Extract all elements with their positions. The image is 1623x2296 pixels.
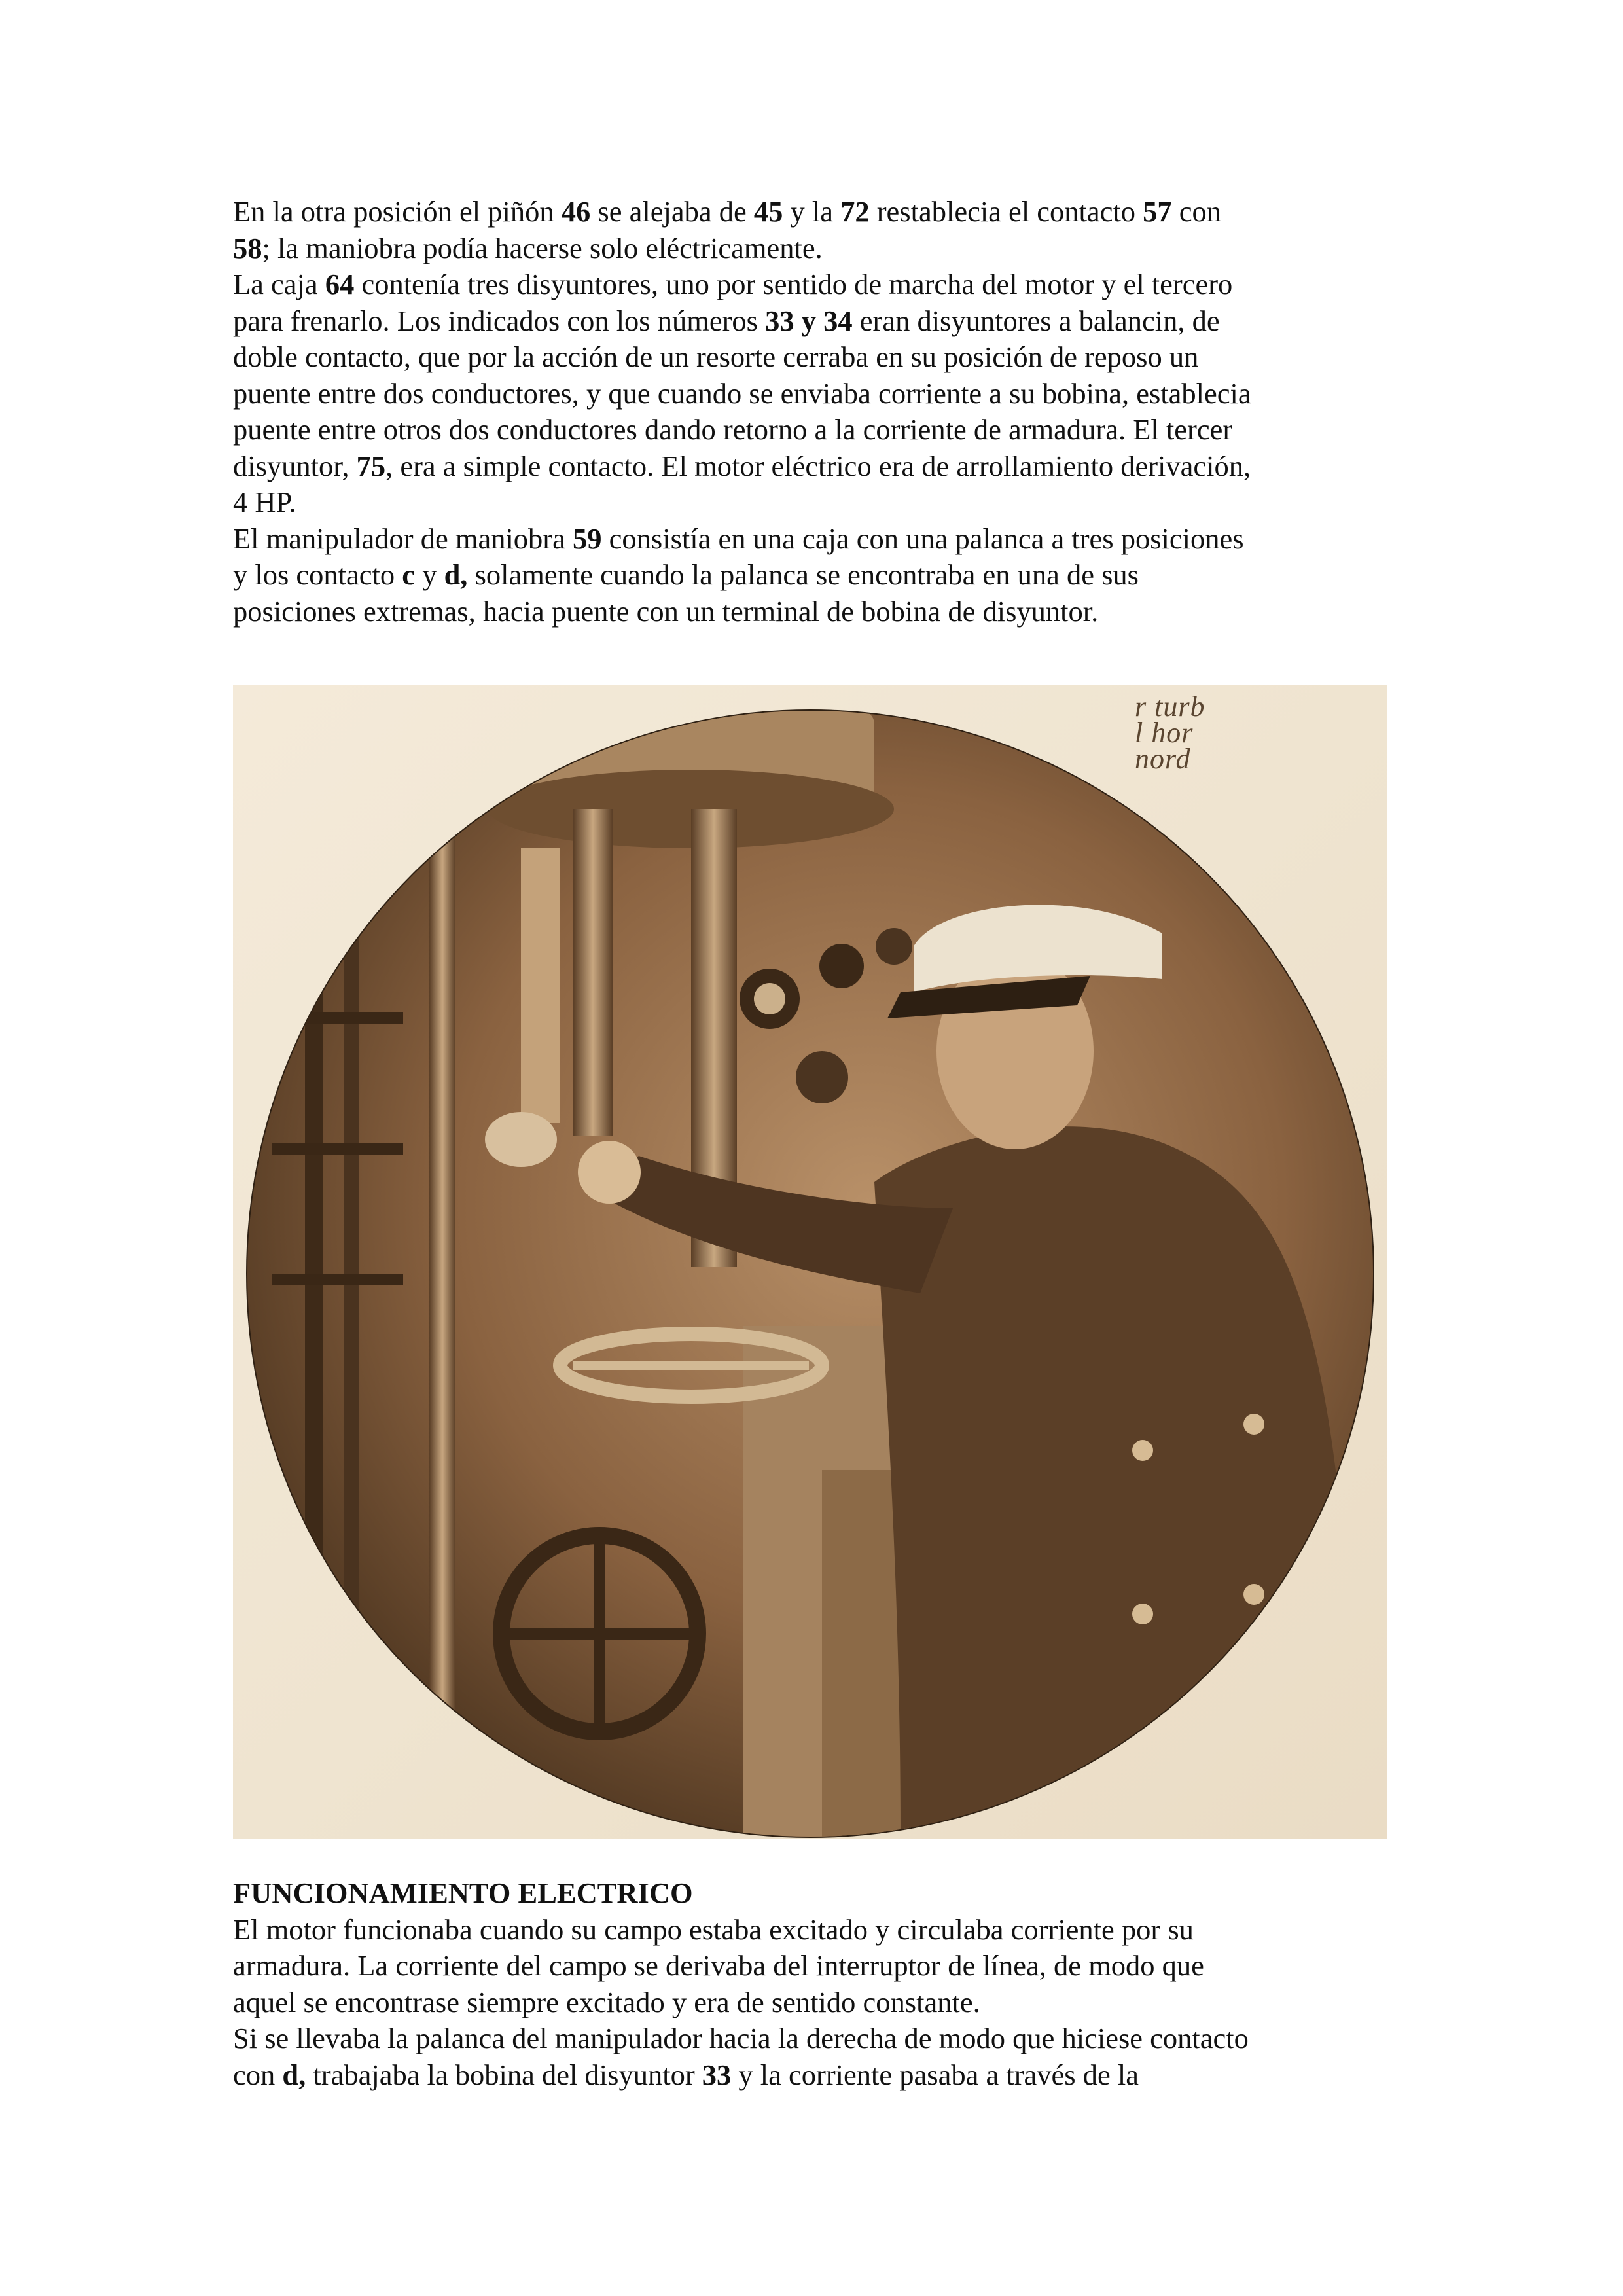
text-run: y la bbox=[783, 195, 841, 228]
text-run: con bbox=[1171, 195, 1222, 228]
bold-reference: 75 bbox=[356, 449, 386, 482]
text-run: armadura. La corriente del campo se derivaba del interruptor de línea, de modo que bbox=[233, 1949, 1204, 1982]
bottom-text-block bbox=[233, 1875, 1404, 2093]
top-text-block bbox=[233, 194, 1404, 630]
bold-reference: 57 bbox=[1143, 195, 1172, 228]
text-run: En la otra posición el piñón bbox=[233, 195, 562, 228]
clipping-fragment-3: nord bbox=[1135, 743, 1191, 775]
bold-reference: 33 y 34 bbox=[765, 304, 853, 337]
text-run: consistía en una caja con una palanca a tres posiciones bbox=[601, 522, 1244, 555]
text-run: puente entre otros dos conductores dando retorno a la corriente de armadura. El tercer bbox=[233, 413, 1233, 446]
text-run: disyuntor, bbox=[233, 449, 357, 482]
clipping-fragment-1: r turb bbox=[1135, 691, 1205, 723]
text-run: solamente cuando la palanca se encontraba en una de sus bbox=[467, 558, 1139, 591]
text-run: y la corriente pasaba a través de la bbox=[731, 2058, 1139, 2091]
text-run: doble contacto, que por la acción de un resorte cerraba en su posición de reposo un bbox=[233, 340, 1199, 373]
text-run: 4 HP. bbox=[233, 486, 296, 518]
text-run: El motor funcionaba cuando su campo estaba excitado y circulaba corriente por su bbox=[233, 1912, 1194, 1946]
text-run: eran disyuntores a balancin, de bbox=[852, 304, 1220, 337]
bold-reference: d, bbox=[444, 558, 468, 591]
bold-reference: 59 bbox=[573, 522, 602, 555]
officer-at-controls-photo-icon bbox=[233, 685, 1387, 1839]
text-run: , era a simple contacto. El motor eléctrico era de arrollamiento derivación, bbox=[385, 449, 1251, 482]
bold-reference: 46 bbox=[561, 195, 591, 228]
bold-reference: 33 bbox=[702, 2058, 732, 2091]
text-run: ; la maniobra podía hacerse solo eléctricamente. bbox=[262, 231, 823, 264]
text-run: y los contacto bbox=[233, 558, 402, 591]
text-run: puente entre dos conductores, y que cuando se enviaba corriente a su bobina, establecia bbox=[233, 376, 1251, 410]
bottom-paragraph bbox=[233, 1912, 1404, 2021]
text-run: posiciones extremas, hacia puente con un terminal de bobina de disyuntor. bbox=[233, 594, 1099, 628]
bold-reference: c bbox=[402, 558, 416, 591]
text-run: El manipulador de maniobra bbox=[233, 522, 573, 555]
top-paragraph bbox=[233, 521, 1404, 630]
top-paragraph bbox=[233, 194, 1404, 266]
text-run: aquel se encontrase siempre excitado y era de sentido constante. bbox=[233, 1985, 980, 2018]
text-run: para frenarlo. Los indicados con los números bbox=[233, 304, 766, 337]
top-paragraph bbox=[233, 266, 1404, 521]
clipping-fragment-2: l hor bbox=[1135, 717, 1194, 749]
text-run: y bbox=[415, 558, 444, 591]
bold-reference: 58 bbox=[233, 231, 262, 264]
text-run: Si se llevaba la palanca del manipulador hacia la derecha de modo que hiciese contacto bbox=[233, 2022, 1249, 2054]
bottom-paragraph bbox=[233, 2020, 1404, 2093]
text-run: restablecia el contacto bbox=[869, 195, 1143, 228]
text-run: trabajaba la bobina del disyuntor bbox=[306, 2058, 702, 2091]
text-run: se alejaba de bbox=[590, 195, 754, 228]
section-heading: FUNCIONAMIENTO ELECTRICO bbox=[233, 1876, 693, 1909]
bottom-paragraphs bbox=[233, 1912, 1404, 2094]
text-run: La caja bbox=[233, 268, 325, 300]
text-run: contenía tres disyuntores, uno por sentido de marcha del motor y el tercero bbox=[354, 268, 1233, 300]
bold-reference: 45 bbox=[753, 195, 783, 228]
bold-reference: 64 bbox=[325, 268, 355, 300]
text-run: con bbox=[233, 2058, 283, 2091]
bold-reference: 72 bbox=[840, 195, 870, 228]
sepia-photo-clipping bbox=[233, 685, 1387, 1839]
bold-reference: d, bbox=[282, 2058, 306, 2091]
